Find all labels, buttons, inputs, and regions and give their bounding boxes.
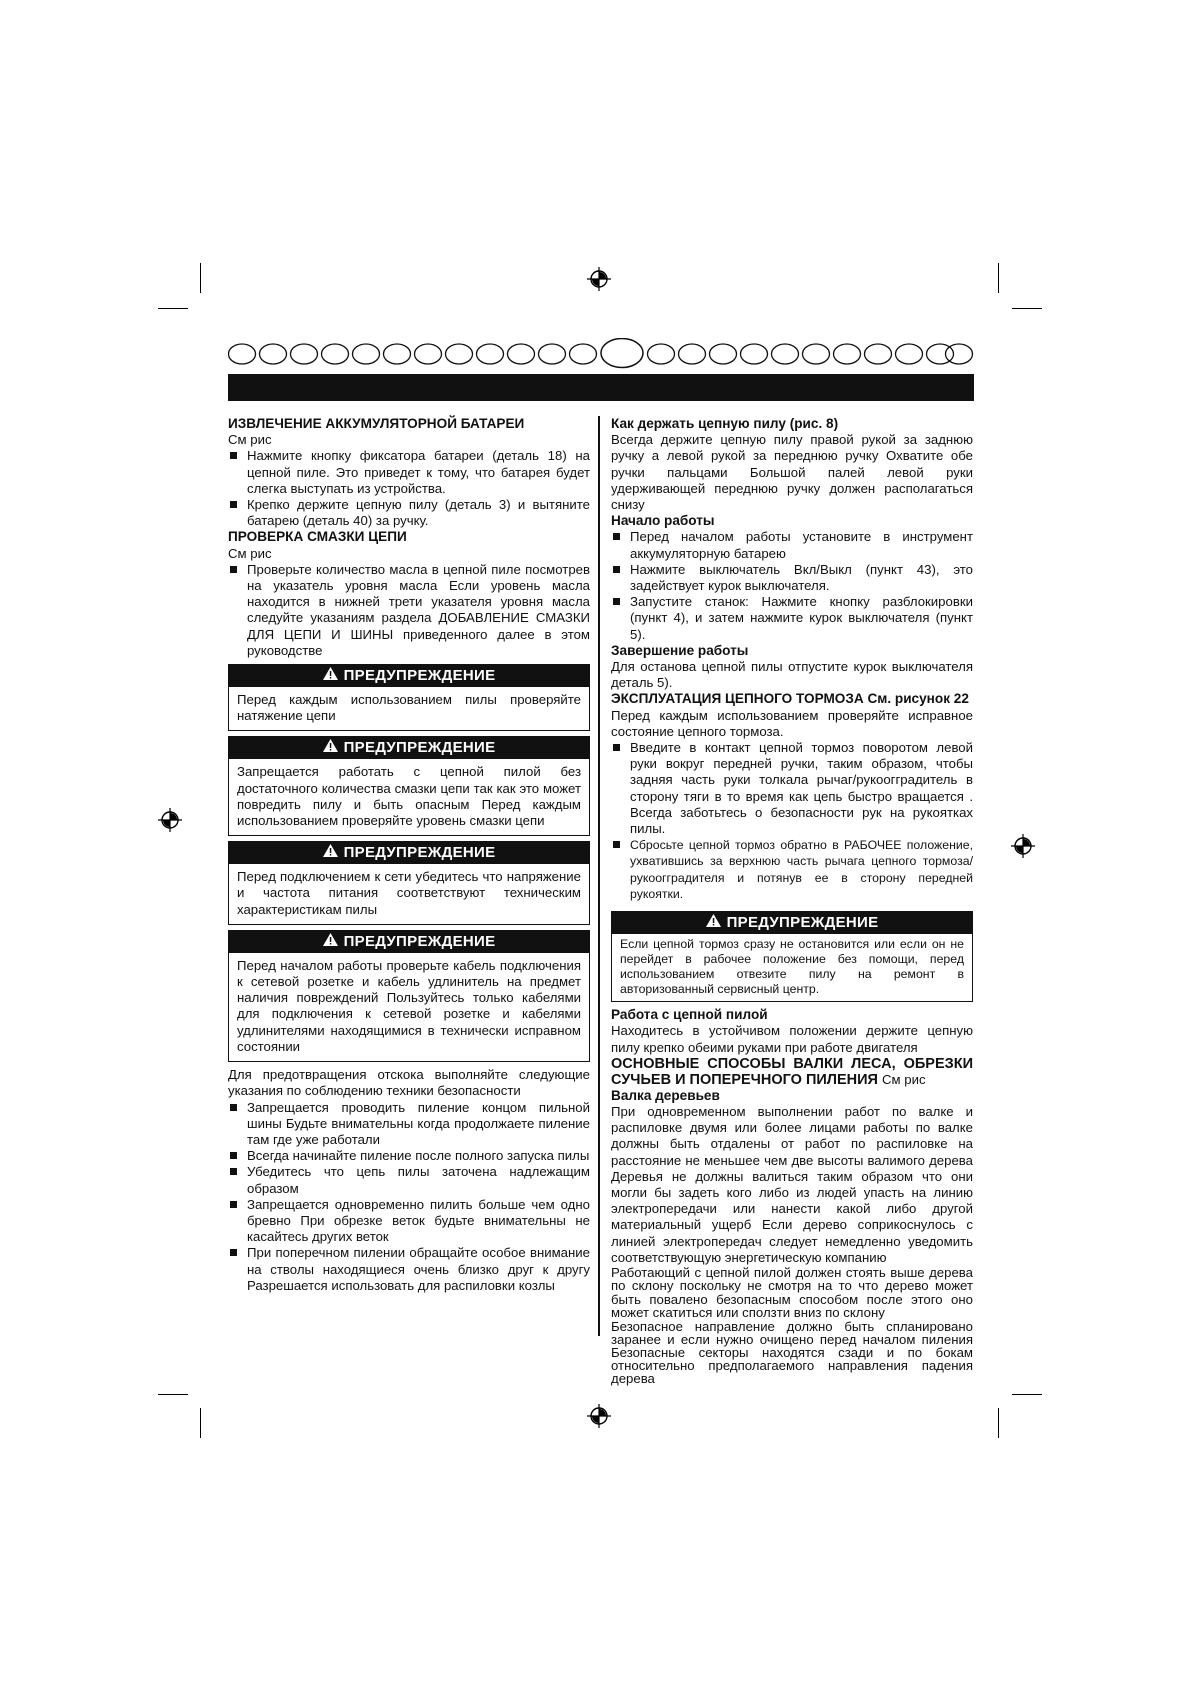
chain-lubrication-list [228, 562, 590, 659]
figure-reference: См рис [228, 545, 272, 561]
list-item: Крепко держите цепную пилу (деталь 3) и вытяните батарею (деталь 40) за ручку. [228, 497, 590, 529]
figure-reference: См рис [228, 432, 272, 448]
section-heading-start: Начало работы [611, 513, 715, 529]
warning-text: Перед началом работы проверьте кабель подключения к сетевой розетке и кабель удлинитель на предмет наличия повреждений Пользуйтесь только кабелями для подключения к сетевой розетке и кабелями удлинителями находящимися в технически исправном состоянии [237, 957, 581, 1054]
list-item: Запустите станок: Нажмите кнопку разблокировки (пункт 4), и затем нажмите курок выключателя (пункт 5). [611, 594, 973, 643]
kickback-list [228, 1100, 590, 1294]
section-heading-working: Работа с цепной пилой [611, 1007, 768, 1023]
list-item: Всегда начинайте пиление после полного запуска пилы [228, 1148, 590, 1164]
felling-paragraph-3: Безопасное направление должно быть спланировано заранее и если нужно очищено перед началом пиления Безопасные секторы находятся сзади и по бокам относительно предполагаемого направления падения дерева [611, 1318, 973, 1386]
list-item: Запрещается одновременно пилить больше чем одно бревно При обрезке веток будьте внимательны не касайтесь других веток [228, 1197, 590, 1246]
chain-brake-list [611, 740, 973, 902]
list-item: Проверьте количество масла в цепной пиле посмотрев на указатель уровня масла Если уровень масла находится в нижней трети указателя уровня масла следуйте указаниям раздела ДОБАВЛЕНИЕ СМАЗКИ ДЛЯ ЦЕПИ И ШИНЫ приведенного далее в этом руководстве [228, 562, 590, 659]
crop-mark-bottom-right-v [998, 1408, 999, 1438]
warning-header [229, 665, 589, 687]
warning-box [228, 841, 590, 925]
warning-header [229, 737, 589, 759]
list-item: Запрещается проводить пиление концом пильной шины Будьте внимательны когда продолжаете пиление там где уже работали [228, 1100, 590, 1149]
felling-paragraph-1: При одновременном выполнении работ по валке и распиловке двумя или более лицами работы по валке должны быть отдалены от работ по распиловке на расстояние не меньшее чем две высоты валимого дерева Деревья не должны валиться таким образом что они могли бы задеть кого либо из людей упасть на линию электропередачи или нанести какой либо другой материальный ущерб Если дерево соприкоснулось с линией электропередач следует немедленно уведомить соответствующую энергетическую компанию [611, 1103, 973, 1265]
registration-mark-icon [1011, 834, 1035, 858]
section-heading-battery-removal: ИЗВЛЕЧЕНИЕ АККУМУЛЯТОРНОЙ БАТАРЕИ [228, 416, 525, 431]
section-heading-stop: Завершение работы [611, 642, 749, 658]
holding-saw-text: Всегда держите цепную пилу правой рукой за заднюю ручку а левой рукой за переднюю ручку Охватите обе ручки пальцами Большой палей левой руки удерживающей переднюю ручку должен располагаться снизу [611, 432, 973, 513]
warning-triangle-icon [323, 739, 338, 752]
crop-mark-bottom-left-v [200, 1408, 201, 1438]
list-item: Убедитесь что цепь пилы заточена надлежащим образом [228, 1164, 590, 1196]
warning-title: ПРЕДУПРЕЖДЕНИЕ [343, 932, 496, 950]
section-heading-holding-saw: Как держать цепную пилу (рис. 8) [611, 416, 839, 431]
warning-header [229, 842, 589, 864]
warning-title: ПРЕДУПРЕЖДЕНИЕ [343, 739, 496, 757]
figure-reference: См рис [881, 1071, 926, 1087]
crop-mark-bottom-right-h [1012, 1394, 1042, 1395]
crop-mark-bottom-left-h [158, 1394, 188, 1395]
warning-triangle-icon [706, 914, 721, 927]
list-item: Введите в контакт цепной тормоз поворотом левой руки вокруг передней ручки, таким образом, чтобы задняя часть руки толкала рычаг/рукоогградитель в сторону тяги в то время как цепь быстро вращается . Всегда заботьтесь о безопасности рук на рукоятках пилы. [611, 740, 973, 837]
battery-removal-list [228, 448, 590, 529]
registration-mark-icon [587, 267, 611, 291]
warning-text: Перед каждым использованием пилы проверяйте натяжение цепи [237, 692, 581, 724]
crop-mark-top-right-h [1012, 308, 1042, 309]
section-heading-felling: Валка деревьев [611, 1087, 720, 1103]
language-tabs-ovals [228, 338, 974, 370]
crop-mark-top-left-h [158, 308, 188, 309]
crop-mark-top-left-v [200, 263, 201, 293]
warning-box [228, 930, 590, 1062]
warning-box [611, 911, 973, 1002]
header-bar [228, 374, 974, 401]
working-text: Находитесь в устойчивом положении держите цепную пилу крепко обеими руками при работе двигателя [611, 1023, 973, 1055]
registration-mark-icon [158, 808, 182, 832]
warning-triangle-icon [323, 844, 338, 857]
felling-paragraph-2: Работающий с цепной пилой должен стоять выше дерева по склону поскольку не смотря на то что дерево может быть повалено безопасным способом после этого оно может скатиться или сползти вниз по склону [611, 1264, 973, 1321]
left-column [228, 416, 590, 1294]
warning-title: ПРЕДУПРЕЖДЕНИЕ [726, 914, 879, 932]
warning-text: Перед подключением к сети убедитесь что напряжение и частота питания соответствуют техническим характеристикам пилы [237, 869, 581, 917]
start-list [611, 529, 973, 642]
methods-heading-text: ОСНОВНЫЕ СПОСОБЫ ВАЛКИ ЛЕСА, ОБРЕЗКИ СУЧЬЕВ И ПОПЕРЕЧНОГО ПИЛЕНИЯ [611, 1055, 973, 1088]
warning-header [612, 912, 972, 934]
crop-mark-top-right-v [998, 263, 999, 293]
section-heading-methods [611, 1056, 973, 1088]
right-column [611, 416, 973, 1385]
warning-title: ПРЕДУПРЕЖДЕНИЕ [343, 667, 496, 685]
section-heading-chain-lubrication: ПРОВЕРКА СМАЗКИ ЦЕПИ [228, 529, 407, 545]
kickback-intro: Для предотвращения отскока выполняйте следующие указания по соблюдению техники безопасности [228, 1067, 590, 1099]
stop-text: Для останова цепной пилы отпустите курок выключателя деталь 5). [611, 659, 973, 691]
list-item: Нажмите кнопку фиксатора батареи (деталь 18) на цепной пиле. Это приведет к тому, что батарея будет слегка выступать из устройства. [228, 448, 590, 497]
warning-header [229, 931, 589, 953]
chain-brake-text: Перед каждым использованием проверяйте исправное состояние цепного тормоза. [611, 707, 973, 739]
list-item: Сбросьте цепной тормоз обратно в РАБОЧЕЕ положение, ухватившись за верхнюю часть рычага цепного тормоза/ рукоогградителя и потянув ее в сторону передней рукоятки. [611, 837, 973, 902]
warning-text: Если цепной тормоз сразу не остановится или если он не перейдет в рабочее положение без помощи, перед использованием отвезите пилу на ремонт в авторизованный сервисный центр. [620, 937, 964, 997]
warning-triangle-icon [323, 933, 338, 946]
warning-text: Запрещается работать с цепной пилой без достаточного количества смазки цепи так как это может повредить пилу и быть опасным Перед каждым использованием проверяйте уровень смазки цепи [237, 764, 581, 829]
warning-box [228, 736, 590, 836]
warning-box [228, 664, 590, 731]
list-item: Перед началом работы установите в инструмент аккумуляторную батарею [611, 529, 973, 561]
column-divider [598, 416, 600, 1336]
list-item: Нажмите выключатель Вкл/Выкл (пункт 43), это задействует курок выключателя. [611, 562, 973, 594]
list-item: При поперечном пилении обращайте особое внимание на стволы находящиеся очень близко друг к другу Разрешается использовать для распиловки козлы [228, 1245, 590, 1294]
section-heading-chain-brake: ЭКСПЛУАТАЦИЯ ЦЕПНОГО ТОРМОЗА См. рисунок 22 [611, 691, 969, 707]
warning-title: ПРЕДУПРЕЖДЕНИЕ [343, 844, 496, 862]
warning-triangle-icon [323, 667, 338, 680]
registration-mark-icon [587, 1404, 611, 1428]
